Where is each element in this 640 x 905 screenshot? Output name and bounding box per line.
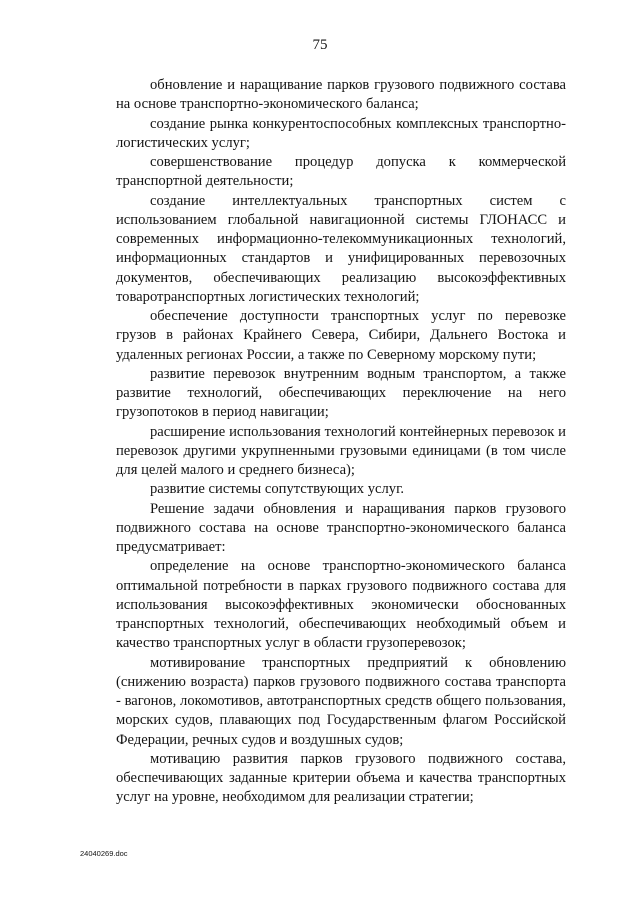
page-number: 75 bbox=[312, 37, 328, 53]
paragraph-fleet-development: мотивацию развития парков грузового подвижного состава, обеспечивающих заданные критерии объема и качества транспортных услуг на уровне, необходимом для реализации стратегии; bbox=[116, 750, 566, 806]
paragraph-intelligent-systems: создание интеллектуальных транспортных систем с использованием глобальной навигационной системы ГЛОНАСС и современных информационно-телекоммуникационных технологий, информационных стандартов и унифицированных перевозочных документов, обеспечивающих реализацию высокоэффективных товаротранспортных логистических технологий; bbox=[116, 192, 566, 305]
paragraph-inland-waterways: развитие перевозок внутренним водным транспортом, а также развитие технологий, обеспечивающих переключение на него грузопотоков в период навигации; bbox=[116, 365, 566, 421]
document-body bbox=[116, 76, 566, 808]
paragraph-logistics-market: создание рынка конкурентоспособных комплексных транспортно-логистических услуг; bbox=[116, 115, 566, 151]
paragraph-container-transport: расширение использования технологий контейнерных перевозок и перевозок другими укрупненными грузовыми единицами (в том числе для целей малого и среднего бизнеса); bbox=[116, 423, 566, 478]
paragraph-optimal-demand: определение на основе транспортно-экономического баланса оптимальной потребности в парках грузового подвижного состава для использования высокоэффективных экономически обоснованных транспортных технологий, обеспечивающих необходимый объем и качество транспортных услуг в области грузоперевозок; bbox=[116, 558, 566, 652]
paragraph-related-services: развитие системы сопутствующих услуг. bbox=[150, 481, 405, 498]
footer-filename: 24040269.doc bbox=[80, 849, 128, 858]
paragraph-fleet-renewal: обновление и наращивание парков грузового подвижного состава на основе транспортно-экономического баланса; bbox=[116, 77, 566, 113]
paragraph-enterprise-motivation: мотивирование транспортных предприятий к обновлению (снижению возраста) парков грузового подвижного состава транспорта - вагонов, локомотивов, автотранспортных средств общего пользования, морских судов, плавающих под Государственным флагом Российской Федерации, речных судов и воздушных судов; bbox=[116, 654, 566, 748]
paragraph-task-solution: Решение задачи обновления и наращивания парков грузового подвижного состава на основе транспортно-экономического баланса предусматривает: bbox=[116, 500, 566, 555]
paragraph-admission-procedures: совершенствование процедур допуска к коммерческой транспортной деятельности; bbox=[116, 154, 566, 190]
paragraph-service-accessibility: обеспечение доступности транспортных услуг по перевозке грузов в районах Крайнего Севера, Сибири, Дальнего Востока и удаленных регионах России, а также по Северному морскому пути; bbox=[116, 308, 566, 363]
